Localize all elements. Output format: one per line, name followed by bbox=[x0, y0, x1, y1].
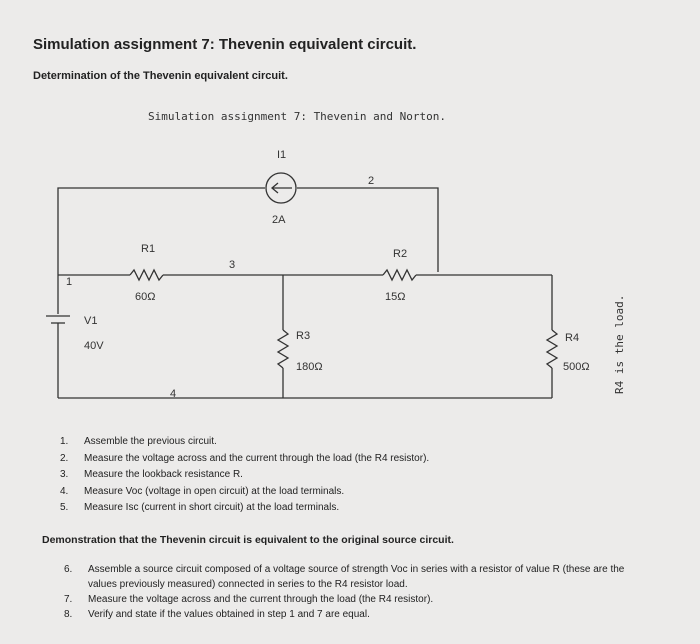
node-2-label: 2 bbox=[368, 175, 375, 187]
r3-label: R3 bbox=[296, 330, 311, 342]
node-3-label: 3 bbox=[229, 259, 236, 271]
list-item: 7. Measure the voltage across and the current through the load (the R4 resistor). bbox=[64, 594, 434, 605]
resistor-r2 bbox=[383, 270, 416, 280]
r1-value: 60Ω bbox=[135, 291, 156, 303]
i1-label: I1 bbox=[277, 149, 287, 161]
list-item: 8. Verify and state if the values obtained in step 1 and 7 are equal. bbox=[64, 609, 370, 620]
list-item: 2. Measure the voltage across and the current through the load (the R4 resistor). bbox=[60, 452, 430, 464]
list-item: 3. Measure the lookback resistance R. bbox=[60, 469, 243, 480]
i1-value: 2A bbox=[272, 214, 286, 226]
page-title: Simulation assignment 7: Thevenin equivalent circuit. bbox=[33, 36, 417, 53]
r2-label: R2 bbox=[393, 248, 408, 260]
page-subtitle: Determination of the Thevenin equivalent circuit. bbox=[33, 70, 288, 82]
r1-label: R1 bbox=[141, 243, 156, 255]
node-4-label: 4 bbox=[170, 388, 177, 400]
demonstration-heading: Demonstration that the Thevenin circuit is equivalent to the original source circuit. bbox=[42, 534, 454, 546]
load-note: R4 is the load. bbox=[613, 294, 626, 394]
resistor-r1 bbox=[130, 270, 163, 280]
list-item: 5. Measure Isc (current in short circuit) at the load terminals. bbox=[60, 502, 340, 513]
simulation-caption: Simulation assignment 7: Thevenin and Norton. bbox=[148, 110, 447, 123]
r2-value: 15Ω bbox=[385, 291, 406, 303]
list-item: 6. Assemble a source circuit composed of a voltage source of strength Voc in series with a resistor of value R (these are the values previously measured) connected in series to the R4 resistor load. bbox=[64, 564, 625, 590]
r3-value: 180Ω bbox=[296, 361, 323, 373]
r4-label: R4 bbox=[565, 332, 580, 344]
steps-list bbox=[60, 434, 580, 517]
resistor-r3 bbox=[278, 330, 288, 368]
list-item: 1. Assemble the previous circuit. bbox=[60, 436, 217, 447]
resistor-r4 bbox=[547, 330, 557, 368]
list-item: 4. Measure Voc (voltage in open circuit) at the load terminals. bbox=[60, 485, 345, 497]
node-1-label: 1 bbox=[66, 276, 73, 288]
r4-value: 500Ω bbox=[563, 361, 590, 373]
v1-label: V1 bbox=[84, 315, 98, 327]
steps-list-2 bbox=[64, 562, 644, 622]
v1-value: 40V bbox=[84, 340, 104, 352]
wire-top-loop-right bbox=[297, 188, 438, 272]
